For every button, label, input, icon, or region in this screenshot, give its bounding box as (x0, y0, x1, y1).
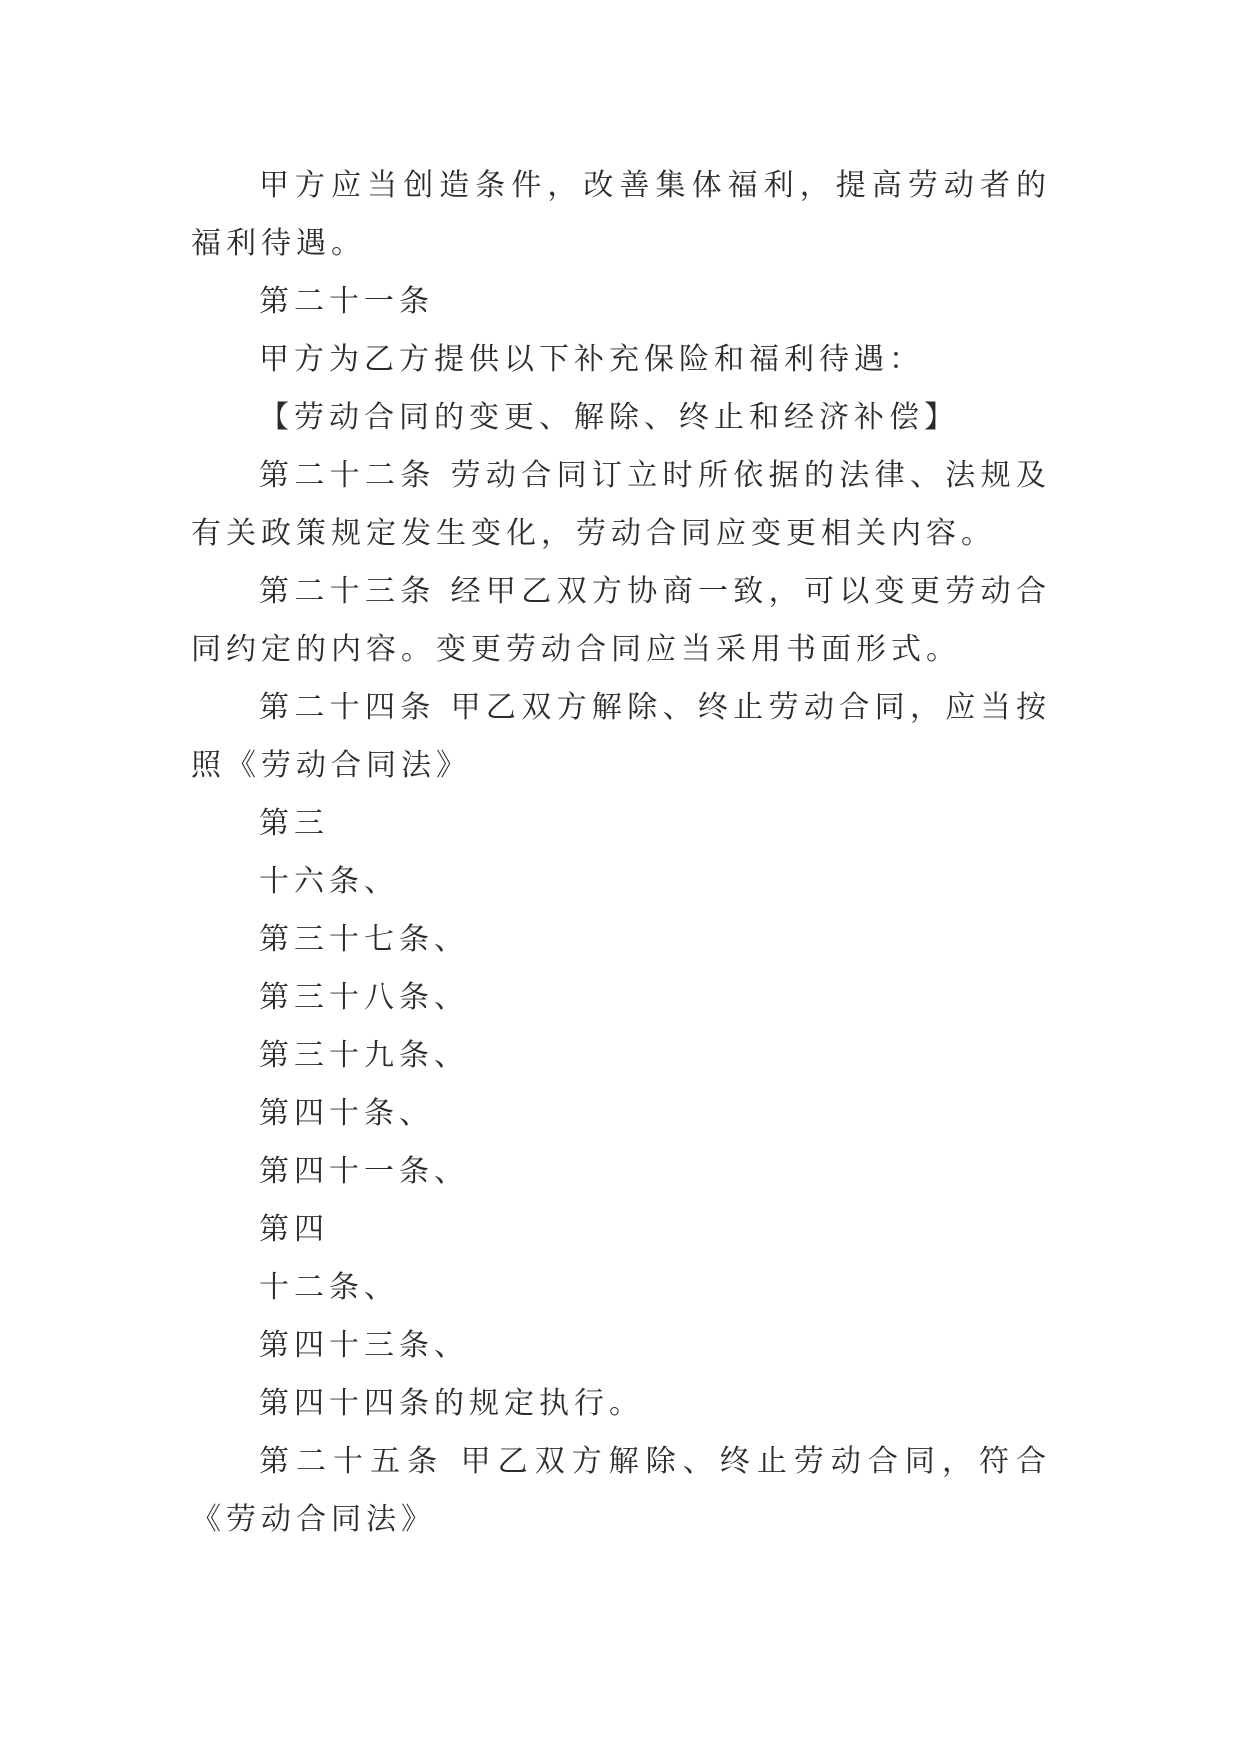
paragraph: 第四十四条的规定执行。 (259, 1386, 644, 1421)
paragraph: 第二十一条 (259, 284, 434, 319)
paragraph: 第四十条、 (259, 1096, 434, 1131)
paragraph: 第四十一条、 (259, 1154, 469, 1189)
document-body (191, 157, 1051, 1549)
paragraph: 第三十九条、 (259, 1038, 469, 1073)
paragraph: 第四 (259, 1212, 329, 1247)
paragraph: 十六条、 (259, 864, 399, 899)
paragraph: 第三十七条、 (259, 922, 469, 957)
section-heading: 【劳动合同的变更、解除、终止和经济补偿】 (259, 400, 959, 435)
paragraph: 甲方应当创造条件，改善集体福利，提高劳动者的福利待遇。 (191, 168, 1051, 261)
paragraph: 第三 (259, 806, 329, 841)
paragraph: 第二十四条 甲乙双方解除、终止劳动合同，应当按照《劳动合同法》 (191, 690, 1051, 783)
paragraph: 第四十三条、 (259, 1328, 469, 1363)
paragraph: 十二条、 (259, 1270, 399, 1305)
paragraph: 第二十三条 经甲乙双方协商一致，可以变更劳动合同约定的内容。变更劳动合同应当采用书面形式。 (191, 574, 1051, 667)
paragraph: 第三十八条、 (259, 980, 469, 1015)
paragraph: 甲方为乙方提供以下补充保险和福利待遇： (259, 342, 924, 377)
paragraph: 第二十五条 甲乙双方解除、终止劳动合同，符合《劳动合同法》 (191, 1444, 1051, 1537)
paragraph: 第二十二条 劳动合同订立时所依据的法律、法规及有关政策规定发生变化，劳动合同应变更相关内容。 (191, 458, 1051, 551)
